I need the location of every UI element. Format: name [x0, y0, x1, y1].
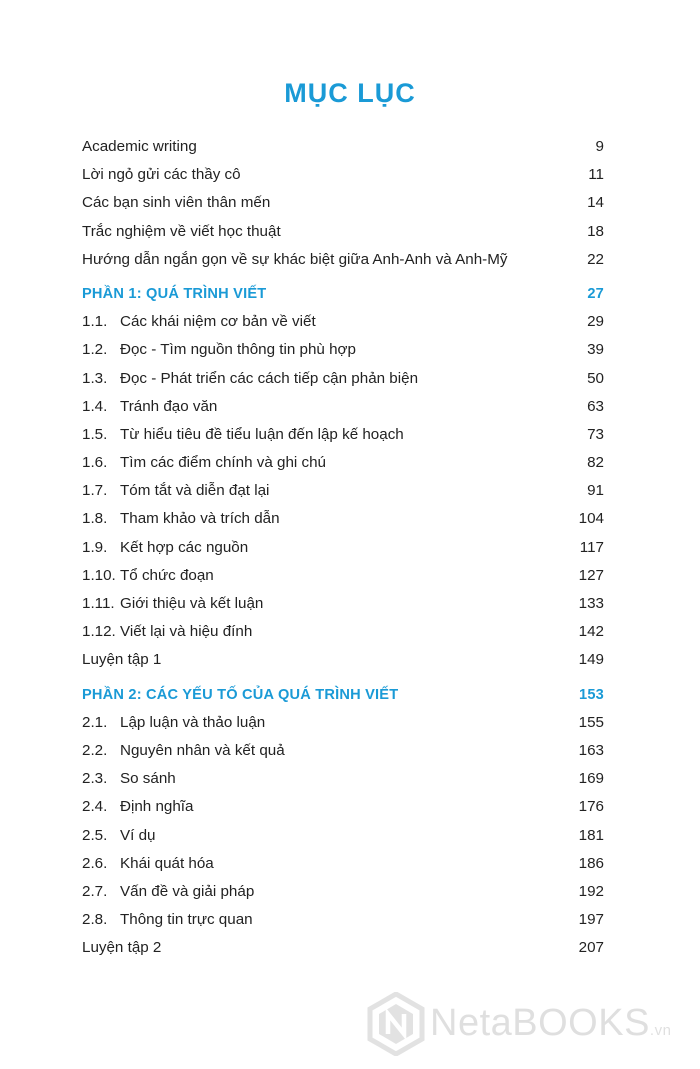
toc-entry-title: Các bạn sinh viên thân mến	[82, 194, 271, 212]
toc-entry	[82, 338, 604, 366]
toc-entry-page: 181	[578, 826, 604, 844]
toc-entry-page: 186	[578, 854, 604, 872]
toc-entry-title: Đọc - Phát triển các cách tiếp cận phản biện	[120, 369, 419, 387]
toc-entry-number: 1.1.	[82, 313, 108, 331]
toc-entry-title: Khái quát hóa	[120, 854, 214, 872]
toc-entry-number: 2.4.	[82, 798, 108, 816]
toc-entry-title: Đọc - Tìm nguồn thông tin phù hợp	[120, 341, 356, 359]
toc-entry	[82, 824, 604, 852]
toc-entry	[82, 536, 604, 564]
toc-entry-title: PHẦN 1: QUÁ TRÌNH VIẾT	[82, 285, 267, 302]
toc-entry-title: Lời ngỏ gửi các thầy cô	[82, 166, 241, 184]
toc-entry-title: So sánh	[120, 770, 176, 788]
toc-entry-title: Trắc nghiệm về viết học thuật	[82, 222, 281, 240]
toc-entry-page: 163	[578, 741, 604, 759]
toc-entry-title: Tránh đạo văn	[120, 397, 218, 415]
toc-entry-title: Vấn đề và giải pháp	[120, 882, 255, 900]
watermark	[364, 992, 684, 1056]
toc-entry	[82, 367, 604, 395]
toc-entry	[82, 191, 604, 219]
toc-entry-number: 2.8.	[82, 911, 108, 929]
toc-entry-page: 63	[587, 397, 604, 415]
toc-entry	[82, 936, 604, 964]
toc-entry-page: 127	[578, 566, 604, 584]
toc-section-heading	[82, 683, 604, 711]
toc-entry-page: 27	[587, 285, 604, 302]
toc-entry	[82, 908, 604, 936]
toc-entry-title: Tổ chức đoạn	[120, 566, 214, 584]
toc-entry-page: 155	[578, 713, 604, 731]
toc-entry-number: 1.7.	[82, 482, 108, 500]
toc-entry-page: 14	[587, 194, 604, 212]
toc-entry-title: Giới thiệu và kết luận	[120, 595, 264, 612]
toc-entry-page: 104	[578, 510, 604, 528]
toc-entry-page: 153	[579, 686, 604, 703]
toc-entry-title: Hướng dẫn ngắn gọn về sự khác biệt giữa Anh-Anh và Anh-Mỹ	[82, 250, 508, 268]
toc-entry-page: 197	[578, 911, 604, 929]
toc-entry-title: Tham khảo và trích dẫn	[120, 510, 280, 528]
toc-entry-page: 142	[578, 623, 604, 641]
toc-entry-title: Academic writing	[82, 138, 197, 155]
toc-entry-page: 91	[587, 482, 604, 500]
table-of-contents	[82, 135, 604, 964]
toc-entry-page: 73	[587, 425, 604, 443]
toc-entry-number: 1.10.	[82, 566, 116, 584]
toc-entry-title: Các khái niệm cơ bản về viết	[120, 313, 316, 331]
toc-entry-title: Thông tin trực quan	[120, 911, 253, 929]
toc-entry-number: 1.4.	[82, 397, 108, 415]
toc-entry	[82, 795, 604, 823]
toc-entry-title: Lập luận và thảo luận	[120, 713, 266, 731]
toc-entry-title: Ví dụ	[120, 826, 156, 844]
toc-entry-title: Luyện tập 2	[82, 939, 162, 957]
toc-entry-title: Kết hợp các nguồn	[120, 538, 249, 556]
toc-entry-page: 9	[595, 138, 604, 155]
toc-entry-number: 1.8.	[82, 510, 108, 528]
toc-entry-page: 192	[578, 882, 604, 900]
toc-entry-page: 133	[578, 595, 604, 612]
toc-entry-page: 29	[587, 313, 604, 331]
toc-entry-title: Luyện tập 1	[82, 651, 162, 669]
toc-entry-number: 1.6.	[82, 454, 108, 472]
toc-entry-number: 2.1.	[82, 713, 108, 731]
toc-entry-number: 1.2.	[82, 341, 108, 359]
toc-entry	[82, 880, 604, 908]
toc-entry-title: PHẦN 2: CÁC YẾU TỐ CỦA QUÁ TRÌNH VIẾT	[82, 686, 399, 703]
toc-entry-page: 82	[587, 454, 604, 472]
toc-entry-number: 1.11.	[82, 595, 115, 612]
toc-entry-title: Tóm tắt và diễn đạt lại	[120, 482, 270, 500]
toc-entry-title: Từ hiểu tiêu đề tiểu luận đến lập kế hoạch	[120, 425, 404, 443]
toc-entry-number: 2.6.	[82, 854, 108, 872]
toc-entry-title: Nguyên nhân và kết quả	[120, 741, 285, 759]
toc-entry-page: 50	[587, 369, 604, 387]
toc-entry-page: 169	[578, 770, 604, 788]
toc-entry-page: 39	[587, 341, 604, 359]
toc-entry-number: 1.3.	[82, 369, 108, 387]
toc-entry	[82, 451, 604, 479]
toc-entry-number: 2.3.	[82, 770, 108, 788]
toc-entry-number: 2.7.	[82, 882, 108, 900]
toc-entry	[82, 564, 604, 592]
toc-section-heading	[82, 282, 604, 310]
toc-entry-number: 2.5.	[82, 826, 108, 844]
toc-entry	[82, 620, 604, 648]
toc-entry	[82, 395, 604, 423]
toc-entry-number: 1.5.	[82, 425, 108, 443]
toc-entry	[82, 711, 604, 739]
toc-entry	[82, 767, 604, 795]
toc-entry	[82, 248, 604, 276]
toc-entry-page: 149	[578, 651, 604, 669]
toc-entry-title: Viết lại và hiệu đính	[120, 623, 253, 641]
toc-entry-number: 2.2.	[82, 741, 108, 759]
toc-entry-title: Tìm các điểm chính và ghi chú	[120, 454, 326, 472]
watermark-text	[430, 1002, 671, 1045]
toc-entry	[82, 592, 604, 620]
toc-entry	[82, 163, 604, 191]
toc-entry	[82, 852, 604, 880]
toc-entry	[82, 310, 604, 338]
toc-entry-page: 22	[587, 250, 604, 268]
toc-entry-title: Định nghĩa	[120, 798, 194, 816]
toc-entry-number: 1.12.	[82, 623, 116, 641]
watermark-suffix: .vn	[649, 1022, 672, 1039]
toc-entry	[82, 479, 604, 507]
toc-entry-page: 18	[587, 222, 604, 240]
toc-entry-page: 117	[579, 538, 604, 556]
netabooks-logo-icon	[364, 992, 428, 1056]
toc-entry-page: 11	[588, 166, 604, 184]
page-title: MỤC LỤC	[284, 78, 416, 108]
toc-entry	[82, 135, 604, 163]
toc-entry-number: 1.9.	[82, 538, 108, 556]
toc-entry	[82, 739, 604, 767]
watermark-brand: NetaBOOKS	[430, 1002, 650, 1044]
toc-entry-page: 176	[578, 798, 604, 816]
toc-entry	[82, 648, 604, 676]
toc-entry	[82, 423, 604, 451]
toc-entry	[82, 220, 604, 248]
toc-entry	[82, 507, 604, 535]
toc-entry-page: 207	[578, 939, 604, 957]
